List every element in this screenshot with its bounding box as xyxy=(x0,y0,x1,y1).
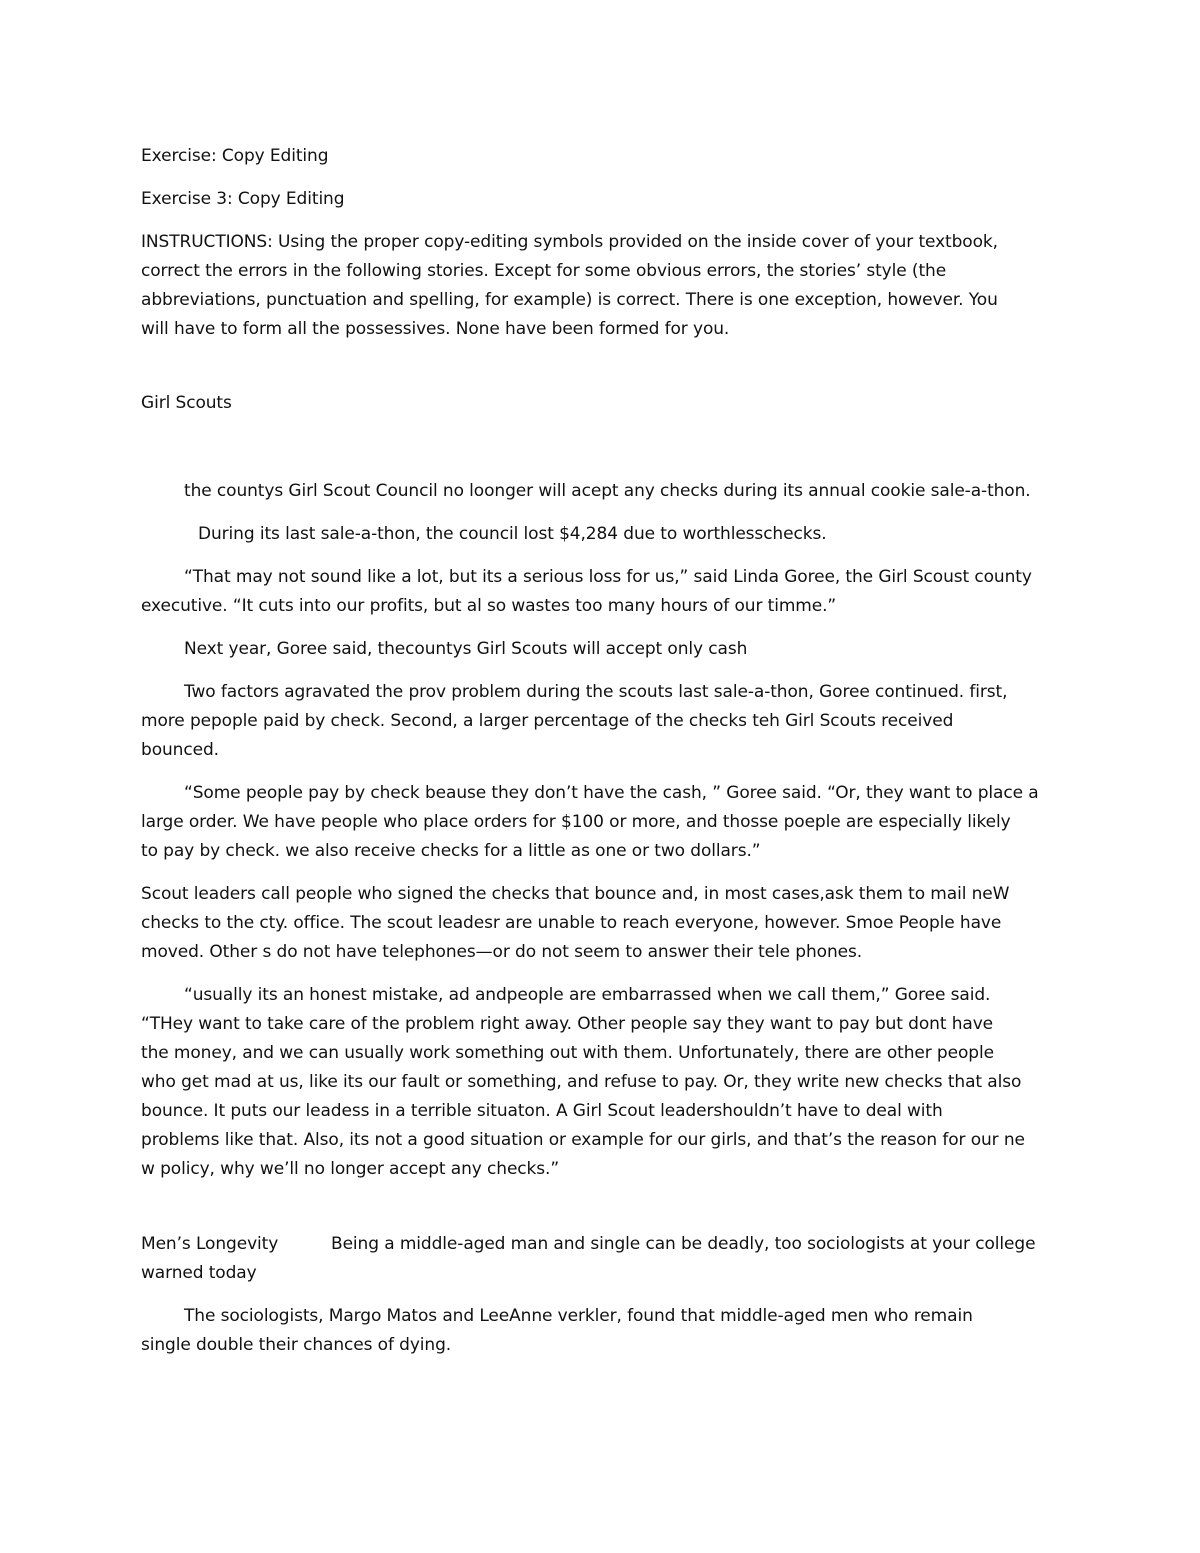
paragraph-line: Scout leaders call people who signed the checks that bounce and, in most cases,ask them to mail neW xyxy=(141,884,1010,904)
paragraph-line: Two factors agravated the prov problem during the scouts last sale-a-thon, Goree continued. first, xyxy=(184,682,1008,702)
paragraph-line: checks to the cty. office. The scout leadesr are unable to reach everyone, however. Smoe People have xyxy=(141,913,1002,933)
document-body xyxy=(141,142,1061,1360)
paragraph-line: “THey want to take care of the problem right away. Other people say they want to pay but dont have xyxy=(141,1014,994,1034)
paragraph-line: w policy, why we’ll no longer accept any checks.” xyxy=(141,1159,560,1179)
instructions-line: INSTRUCTIONS: Using the proper copy-editing symbols provided on the inside cover of your textbook, xyxy=(141,232,998,252)
paragraph-line: problems like that. Also, its not a good situation or example for our girls, and that’s the reason for our ne xyxy=(141,1130,1025,1150)
story-paragraph xyxy=(141,779,1061,866)
paragraph-line: single double their chances of dying. xyxy=(141,1335,452,1355)
story-heading-girl-scouts: Girl Scouts xyxy=(141,393,232,413)
lead-sentence: Being a middle-aged man and single can be deadly, too sociologists at your college xyxy=(331,1234,1036,1254)
paragraph-line: warned today xyxy=(141,1263,257,1283)
story-paragraph xyxy=(141,1230,1061,1288)
paragraph-line: who get mad at us, like its our fault or something, and refuse to pay. Or, they write new checks that also xyxy=(141,1072,1022,1092)
document-subtitle: Exercise 3: Copy Editing xyxy=(141,189,345,209)
paragraph-line: the money, and we can usually work something out with them. Unfortunately, there are other people xyxy=(141,1043,994,1063)
story-paragraph xyxy=(141,520,1061,549)
paragraph-line: large order. We have people who place orders for $100 or more, and thosse poeple are especially likely xyxy=(141,812,1011,832)
paragraph-line: more pepople paid by check. Second, a larger percentage of the checks teh Girl Scouts received xyxy=(141,711,954,731)
instructions-line: correct the errors in the following stories. Except for some obvious errors, the stories’ style (the xyxy=(141,261,947,281)
story-paragraph xyxy=(141,563,1061,621)
instructions-line: abbreviations, punctuation and spelling, for example) is correct. There is one exception, however. You xyxy=(141,290,998,310)
paragraph-line xyxy=(141,1230,1061,1259)
paragraph-line: Next year, Goree said, thecountys Girl Scouts will accept only cash xyxy=(184,639,748,659)
paragraph-line: executive. “It cuts into our profits, but al so wastes too many hours of our timme.” xyxy=(141,596,837,616)
story-paragraph xyxy=(141,477,1061,506)
story-paragraph xyxy=(141,880,1061,967)
story-heading-mens-longevity: Men’s Longevity xyxy=(141,1234,279,1254)
paragraph-line: to pay by check. we also receive checks for a little as one or two dollars.” xyxy=(141,841,761,861)
instructions-line: will have to form all the possessives. None have been formed for you. xyxy=(141,319,730,339)
paragraph-line: The sociologists, Margo Matos and LeeAnne verkler, found that middle-aged men who remain xyxy=(184,1306,973,1326)
paragraph-line: During its last sale-a-thon, the council lost $4,284 due to worthlesschecks. xyxy=(198,524,827,544)
story-paragraph xyxy=(141,635,1061,664)
paragraph-line: “usually its an honest mistake, ad andpeople are embarrassed when we call them,” Goree said. xyxy=(184,985,991,1005)
story-paragraph xyxy=(141,981,1061,1184)
instructions-paragraph xyxy=(141,228,1061,344)
document-title: Exercise: Copy Editing xyxy=(141,146,329,166)
paragraph-line: the countys Girl Scout Council no loonger will acept any checks during its annual cookie sale-a-thon. xyxy=(184,481,1031,501)
story-paragraph xyxy=(141,678,1061,765)
paragraph-line: “That may not sound like a lot, but its a serious loss for us,” said Linda Goree, the Girl Scoust county xyxy=(184,567,1032,587)
paragraph-line: moved. Other s do not have telephones—or do not seem to answer their tele phones. xyxy=(141,942,863,962)
story-paragraph xyxy=(141,1302,1061,1360)
paragraph-line: bounce. It puts our leadess in a terrible situaton. A Girl Scout leadershouldn’t have to deal with xyxy=(141,1101,943,1121)
paragraph-line: “Some people pay by check beause they don’t have the cash, ” Goree said. “Or, they want to place a xyxy=(184,783,1039,803)
paragraph-line: bounced. xyxy=(141,740,219,760)
